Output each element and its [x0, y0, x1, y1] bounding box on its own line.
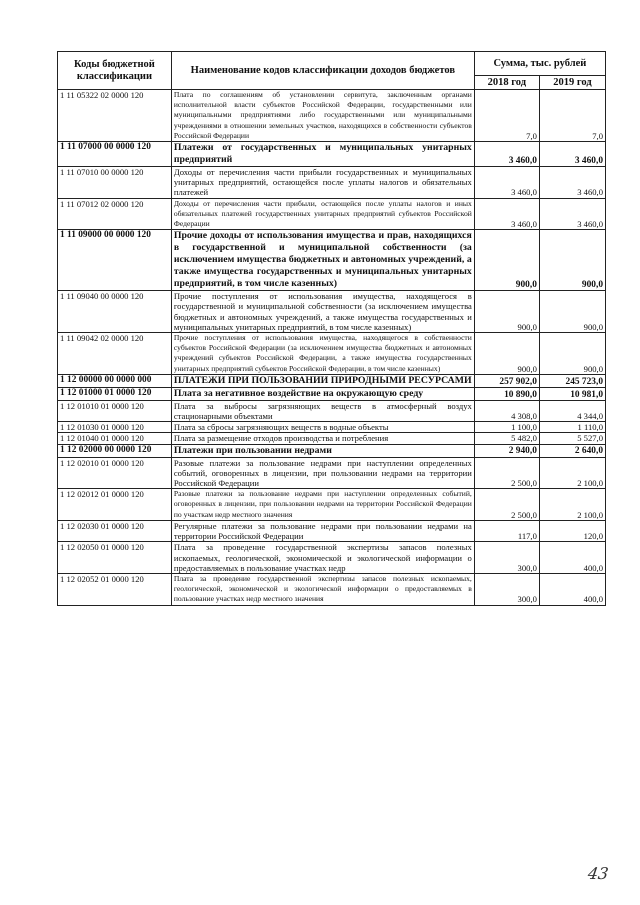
code-cell: 1 11 07010 00 0000 120 [58, 167, 172, 199]
amount-2019-cell: 7,0 [539, 90, 605, 142]
amount-2018-cell: 1 100,0 [474, 422, 539, 433]
amount-2019-cell: 120,0 [539, 520, 605, 541]
table-row [58, 374, 606, 387]
table-row [58, 90, 606, 142]
code-cell: 1 12 02000 00 0000 120 [58, 444, 172, 457]
amount-2019-cell: 900,0 [539, 230, 605, 291]
header-sum: Сумма, тыс. рублей [474, 52, 605, 76]
amount-2019-cell: 3 460,0 [539, 167, 605, 199]
amount-2018-cell: 4 308,0 [474, 400, 539, 421]
amount-2018-cell: 900,0 [474, 291, 539, 333]
name-cell: Плата за проведение государственной экспертизы запасов полезных ископаемых, геологической, экономической и экологической информации о предоставляемых в пользование участках недр местного значения [171, 573, 474, 605]
name-cell: Плата за негативное воздействие на окружающую среду [171, 387, 474, 400]
table-row [58, 291, 606, 333]
amount-2018-cell: 3 460,0 [474, 142, 539, 167]
amount-2018-cell: 900,0 [474, 333, 539, 375]
amount-2018-cell: 300,0 [474, 542, 539, 574]
code-cell: 1 11 09000 00 0000 120 [58, 230, 172, 291]
name-cell: Плата по соглашениям об установлении сервитута, заключенным органами исполнительной власти субъектов Российской Федерации, государственными или муниципальными предприятиями либо государственными или муниципальными учреждениями в отношении земельных участков, находящихся в собственности субъектов Российской Федерации [171, 90, 474, 142]
table-row [58, 142, 606, 167]
table-row [58, 444, 606, 457]
amount-2019-cell: 10 981,0 [539, 387, 605, 400]
name-cell: Прочие поступления от использования имущества, находящегося в государственной и муниципальной собственности (за исключением имущества бюджетных и автономных учреждений, а также имущества государственных и муниципальных унитарных предприятий, в том числе казенных) [171, 291, 474, 333]
name-cell: Доходы от перечисления части прибыли, остающейся после уплаты налогов и иных обязательных платежей государственных унитарных предприятий субъектов Российской Федерации [171, 198, 474, 230]
amount-2018-cell: 2 500,0 [474, 489, 539, 521]
header-name: Наименование кодов классификации доходов бюджетов [171, 52, 474, 90]
code-cell: 1 11 07000 00 0000 120 [58, 142, 172, 167]
table-header [58, 52, 606, 90]
page-number: 43 [586, 864, 610, 883]
table-row [58, 422, 606, 433]
code-cell: 1 11 09040 00 0000 120 [58, 291, 172, 333]
code-cell: 1 12 02010 01 0000 120 [58, 457, 172, 489]
table-row [58, 167, 606, 199]
table-body [58, 90, 606, 606]
table-row [58, 198, 606, 230]
amount-2019-cell: 1 110,0 [539, 422, 605, 433]
code-cell: 1 11 09042 02 0000 120 [58, 333, 172, 375]
name-cell: Доходы от перечисления части прибыли государственных и муниципальных унитарных предприятий, остающейся после уплаты налогов и обязательных платежей [171, 167, 474, 199]
code-cell: 1 12 01030 01 0000 120 [58, 422, 172, 433]
name-cell: ПЛАТЕЖИ ПРИ ПОЛЬЗОВАНИИ ПРИРОДНЫМИ РЕСУРСАМИ [171, 374, 474, 387]
code-cell: 1 12 01000 01 0000 120 [58, 387, 172, 400]
table-row [58, 230, 606, 291]
code-cell: 1 12 01010 01 0000 120 [58, 400, 172, 421]
code-cell: 1 12 02052 01 0000 120 [58, 573, 172, 605]
amount-2019-cell: 2 100,0 [539, 489, 605, 521]
amount-2018-cell: 3 460,0 [474, 198, 539, 230]
amount-2018-cell: 7,0 [474, 90, 539, 142]
header-codes: Коды бюджетной классификации [58, 52, 172, 90]
name-cell: Разовые платежи за пользование недрами при наступлении определенных событий, оговоренных в лицензии, при пользовании недрами на территории Российской Федерации [171, 457, 474, 489]
amount-2018-cell: 5 482,0 [474, 433, 539, 444]
name-cell: Разовые платежи за пользование недрами при наступлении определенных событий, оговоренных в лицензии, при пользовании недрами на территории Российской Федерации по участкам недр местного значения [171, 489, 474, 521]
table-row [58, 333, 606, 375]
amount-2018-cell: 10 890,0 [474, 387, 539, 400]
amount-2019-cell: 245 723,0 [539, 374, 605, 387]
code-cell: 1 12 00000 00 0000 000 [58, 374, 172, 387]
amount-2019-cell: 900,0 [539, 333, 605, 375]
header-year-2018: 2018 год [474, 76, 539, 90]
table-row [58, 542, 606, 574]
amount-2019-cell: 400,0 [539, 542, 605, 574]
code-cell: 1 12 01040 01 0000 120 [58, 433, 172, 444]
amount-2018-cell: 3 460,0 [474, 167, 539, 199]
amount-2018-cell: 257 902,0 [474, 374, 539, 387]
amount-2018-cell: 900,0 [474, 230, 539, 291]
header-year-2019: 2019 год [539, 76, 605, 90]
name-cell: Плата за выбросы загрязняющих веществ в атмосферный воздух стационарными объектами [171, 400, 474, 421]
code-cell: 1 12 02012 01 0000 120 [58, 489, 172, 521]
table-row [58, 573, 606, 605]
amount-2018-cell: 300,0 [474, 573, 539, 605]
amount-2018-cell: 2 500,0 [474, 457, 539, 489]
amount-2019-cell: 5 527,0 [539, 433, 605, 444]
table-row [58, 433, 606, 444]
code-cell: 1 11 05322 02 0000 120 [58, 90, 172, 142]
code-cell: 1 11 07012 02 0000 120 [58, 198, 172, 230]
table-row [58, 457, 606, 489]
name-cell: Платежи при пользовании недрами [171, 444, 474, 457]
table-row [58, 489, 606, 521]
amount-2019-cell: 400,0 [539, 573, 605, 605]
name-cell: Плата за сбросы загрязняющих веществ в водные объекты [171, 422, 474, 433]
code-cell: 1 12 02030 01 0000 120 [58, 520, 172, 541]
name-cell: Прочие поступления от использования имущества, находящегося в собственности субъектов Российской Федерации (за исключением имущества бюджетных и автономных учреждений субъектов Российской Федерации, а также имущества государственных унитарных предприятий субъектов Российской Федерации, в том числе казенных) [171, 333, 474, 375]
revenue-table [57, 51, 606, 606]
amount-2018-cell: 2 940,0 [474, 444, 539, 457]
amount-2019-cell: 2 100,0 [539, 457, 605, 489]
amount-2019-cell: 900,0 [539, 291, 605, 333]
table-row [58, 387, 606, 400]
name-cell: Прочие доходы от использования имущества и прав, находящихся в государственной и муниципальной собственности (за исключением имущества бюджетных и автономных учреждений, а также имущества государственных и муниципальных унитарных предприятий, в том числе казенных) [171, 230, 474, 291]
name-cell: Плата за проведение государственной экспертизы запасов полезных ископаемых, геологической, экономической и экологической информации о предоставляемых в пользование участках недр [171, 542, 474, 574]
amount-2019-cell: 3 460,0 [539, 142, 605, 167]
amount-2018-cell: 117,0 [474, 520, 539, 541]
amount-2019-cell: 2 640,0 [539, 444, 605, 457]
code-cell: 1 12 02050 01 0000 120 [58, 542, 172, 574]
table-row [58, 520, 606, 541]
table-row [58, 400, 606, 421]
amount-2019-cell: 3 460,0 [539, 198, 605, 230]
name-cell: Регулярные платежи за пользование недрами при пользовании недрами на территории Российской Федерации [171, 520, 474, 541]
name-cell: Платежи от государственных и муниципальных унитарных предприятий [171, 142, 474, 167]
name-cell: Плата за размещение отходов производства и потребления [171, 433, 474, 444]
amount-2019-cell: 4 344,0 [539, 400, 605, 421]
